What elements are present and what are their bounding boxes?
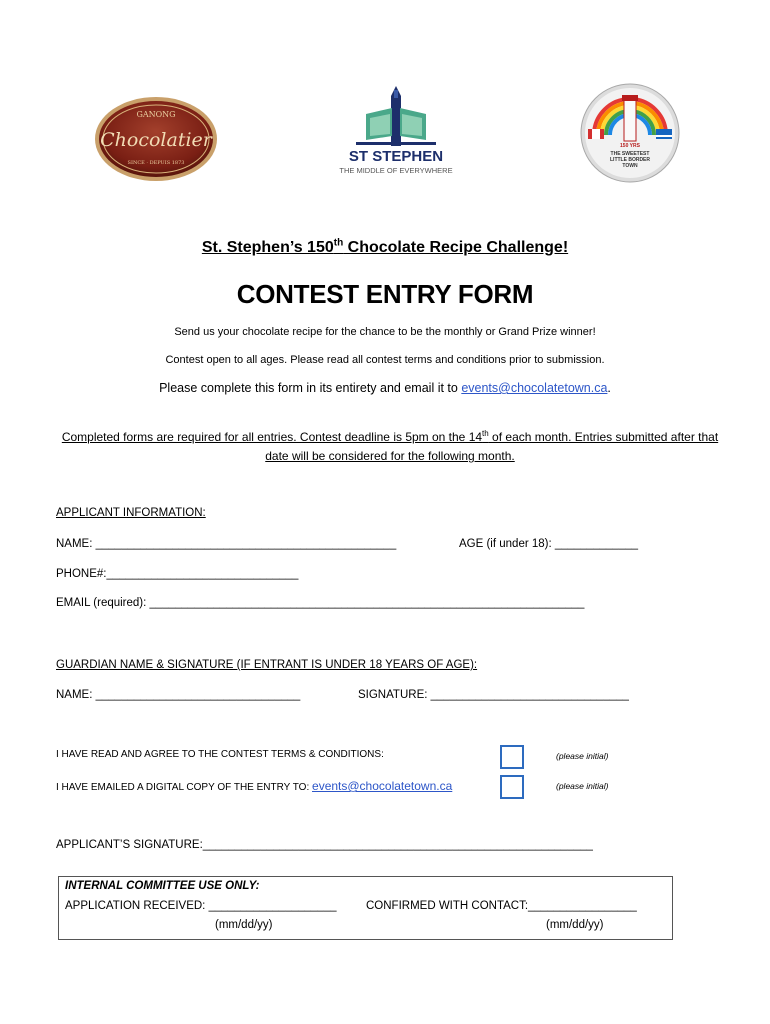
guardian-signature-field[interactable]: SIGNATURE: _______________________________ — [358, 689, 629, 701]
intro-line-3-text: Please complete this form in its entirety and email it to — [159, 381, 462, 395]
ganong-script-text: Chocolatier — [100, 129, 212, 151]
email-link[interactable]: events@chocolatetown.ca — [461, 381, 608, 395]
applicant-phone-field[interactable]: PHONE#:______________________________ — [56, 568, 299, 580]
title-text-start: St. Stephen’s 150 — [201, 239, 334, 256]
intro-line-3-period: . — [607, 381, 611, 395]
applicant-heading: APPLICANT INFORMATION: — [56, 507, 206, 519]
border-town-caption-3: TOWN — [622, 163, 638, 169]
emailed-copy-link[interactable]: events@chocolatetown.ca — [312, 779, 453, 793]
st-stephen-tagline: THE MIDDLE OF EVERYWHERE — [339, 166, 453, 175]
border-town-logo — [580, 83, 680, 183]
emailed-copy-text: I HAVE EMAILED A DIGITAL COPY OF THE ENTRY TO: — [56, 782, 313, 793]
confirmed-contact-field[interactable]: CONFIRMED WITH CONTACT:_________________ — [366, 900, 637, 912]
border-town-badge: 150 YRS — [620, 143, 640, 149]
deadline-text-end: of each month. Entries submitted after that date will be considered for the following month. — [265, 430, 719, 463]
deadline-notice — [60, 428, 720, 466]
ganong-top-text: GANONG — [136, 110, 176, 119]
emailed-copy-label — [56, 779, 452, 793]
emailed-initial-box[interactable] — [500, 775, 524, 799]
deadline-text-start: Completed forms are required for all entries. Contest deadline is 5pm on the 14 — [61, 430, 483, 444]
intro-line-3 — [0, 381, 770, 395]
border-town-caption-2: LITTLE BORDER — [610, 157, 650, 163]
applicant-age-field[interactable]: AGE (if under 18): _____________ — [459, 538, 639, 550]
border-town-caption-1: THE SWEETEST — [610, 151, 650, 157]
emailed-initial-hint: (please initial) — [556, 781, 609, 791]
terms-agreement-label: I HAVE READ AND AGREE TO THE CONTEST TERMS & CONDITIONS: — [56, 749, 384, 760]
st-stephen-name: ST STEPHEN — [348, 148, 444, 165]
title-superscript: th — [333, 237, 344, 249]
ganong-bottom-text: SINCE · DEPUIS 1873 — [127, 160, 185, 166]
guardian-name-field[interactable]: NAME: ________________________________ — [56, 689, 301, 701]
terms-initial-box[interactable] — [500, 745, 524, 769]
applicant-name-field[interactable]: NAME: _______________________________________________ — [56, 538, 397, 550]
internal-committee-box — [58, 876, 673, 940]
confirmed-date-format: (mm/dd/yy) — [546, 919, 604, 931]
intro-line-1: Send us your chocolate recipe for the chance to be the monthly or Grand Prize winner! — [174, 326, 596, 338]
internal-heading: INTERNAL COMMITTEE USE ONLY: — [65, 880, 260, 892]
guardian-heading: GUARDIAN NAME & SIGNATURE (IF ENTRANT IS UNDER 18 YEARS OF AGE): — [56, 659, 478, 671]
application-received-field[interactable]: APPLICATION RECEIVED: ____________________ — [65, 900, 337, 912]
page-title: CONTEST ENTRY FORM — [236, 279, 534, 309]
st-stephen-logo — [334, 84, 458, 178]
applicant-signature-field[interactable]: APPLICANT’S SIGNATURE:_____________________________________________________________ — [56, 839, 593, 851]
received-date-format: (mm/dd/yy) — [215, 919, 273, 931]
applicant-email-field[interactable]: EMAIL (required): ____________________________________________________________________ — [56, 597, 585, 609]
contest-title — [0, 239, 770, 257]
ganong-chocolatier-logo — [94, 96, 218, 182]
deadline-superscript: th — [482, 429, 489, 438]
terms-initial-hint: (please initial) — [556, 751, 609, 761]
title-text-end: Chocolate Recipe Challenge! — [343, 239, 569, 256]
intro-line-2: Contest open to all ages. Please read all contest terms and conditions prior to submission. — [165, 354, 605, 366]
